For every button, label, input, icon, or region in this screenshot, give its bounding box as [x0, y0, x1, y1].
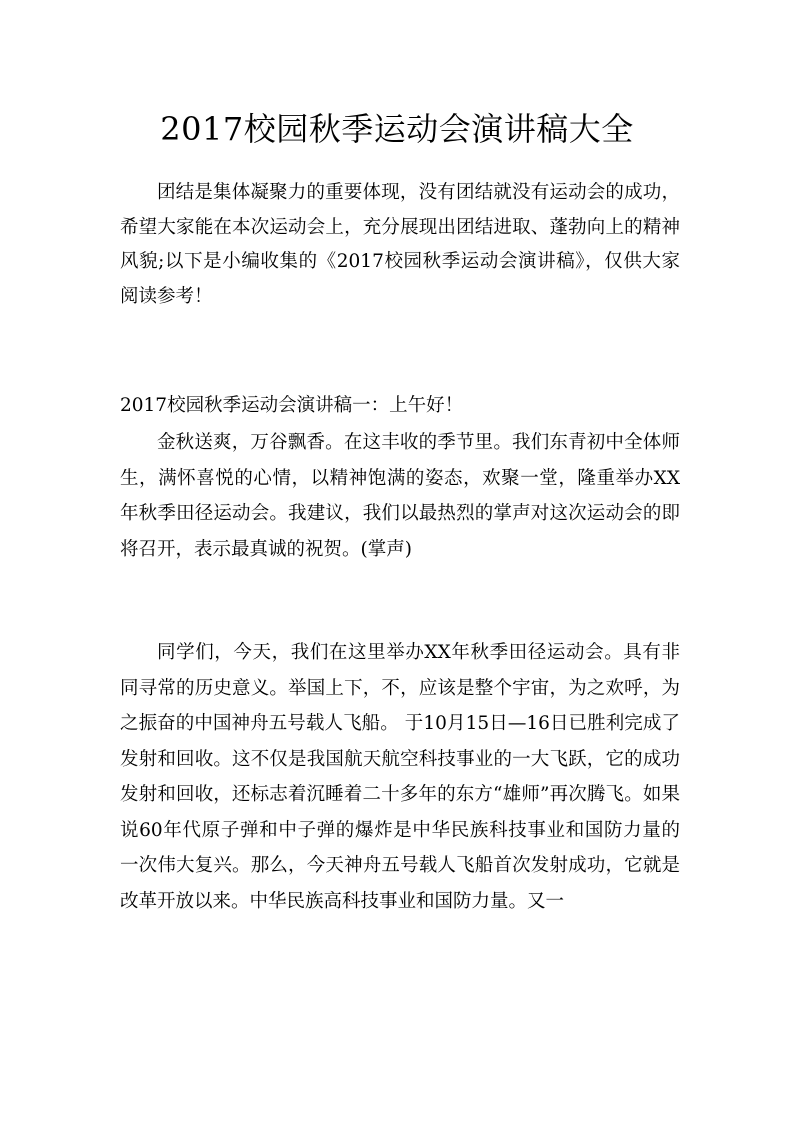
intro-paragraph: 团结是集体凝聚力的重要体现，没有团结就没有运动会的成功，希望大家能在本次运动会上，充分展现出团结进取、蓬勃向上的精神风貌;以下是小编收集的《2017校园秋季运动会演讲稿》，仅供大家阅读参考！ [120, 182, 680, 307]
document-title: 2017校园秋季运动会演讲稿大全 [160, 110, 634, 148]
body-paragraph: 同学们，今天，我们在这里举办XX年秋季田径运动会。具有非同寻常的历史意义。举国上下，不，应该是整个宇宙，为之欢呼，为之振奋的中国神舟五号载人飞船。 于10月15日—16日已胜利完成了发射和回收。这不仅是我国航天航空科技事业的一大飞跃，它的成功发射和回收，还标志着沉睡着二十多年的东方“雄师”再次腾飞。如果说60年代原子弹和中子弹的爆炸是中华民族科技事业和国防力量的一次伟大复兴。那么，今天神舟五号载人飞船首次发射成功，它就是改革开放以来。中华民族高科技事业和国防力量。又一 [120, 642, 680, 912]
section-heading: 2017校园秋季运动会演讲稿一：上午好！ [120, 395, 464, 416]
body-paragraph: 金秋送爽，万谷飘香。在这丰收的季节里。我们东青初中全体师生，满怀喜悦的心情，以精神饱满的姿态，欢聚一堂，隆重举办XX年秋季田径运动会。我建议，我们以最热烈的掌声对这次运动会的即将召开，表示最真诚的祝贺。(掌声) [120, 432, 680, 560]
